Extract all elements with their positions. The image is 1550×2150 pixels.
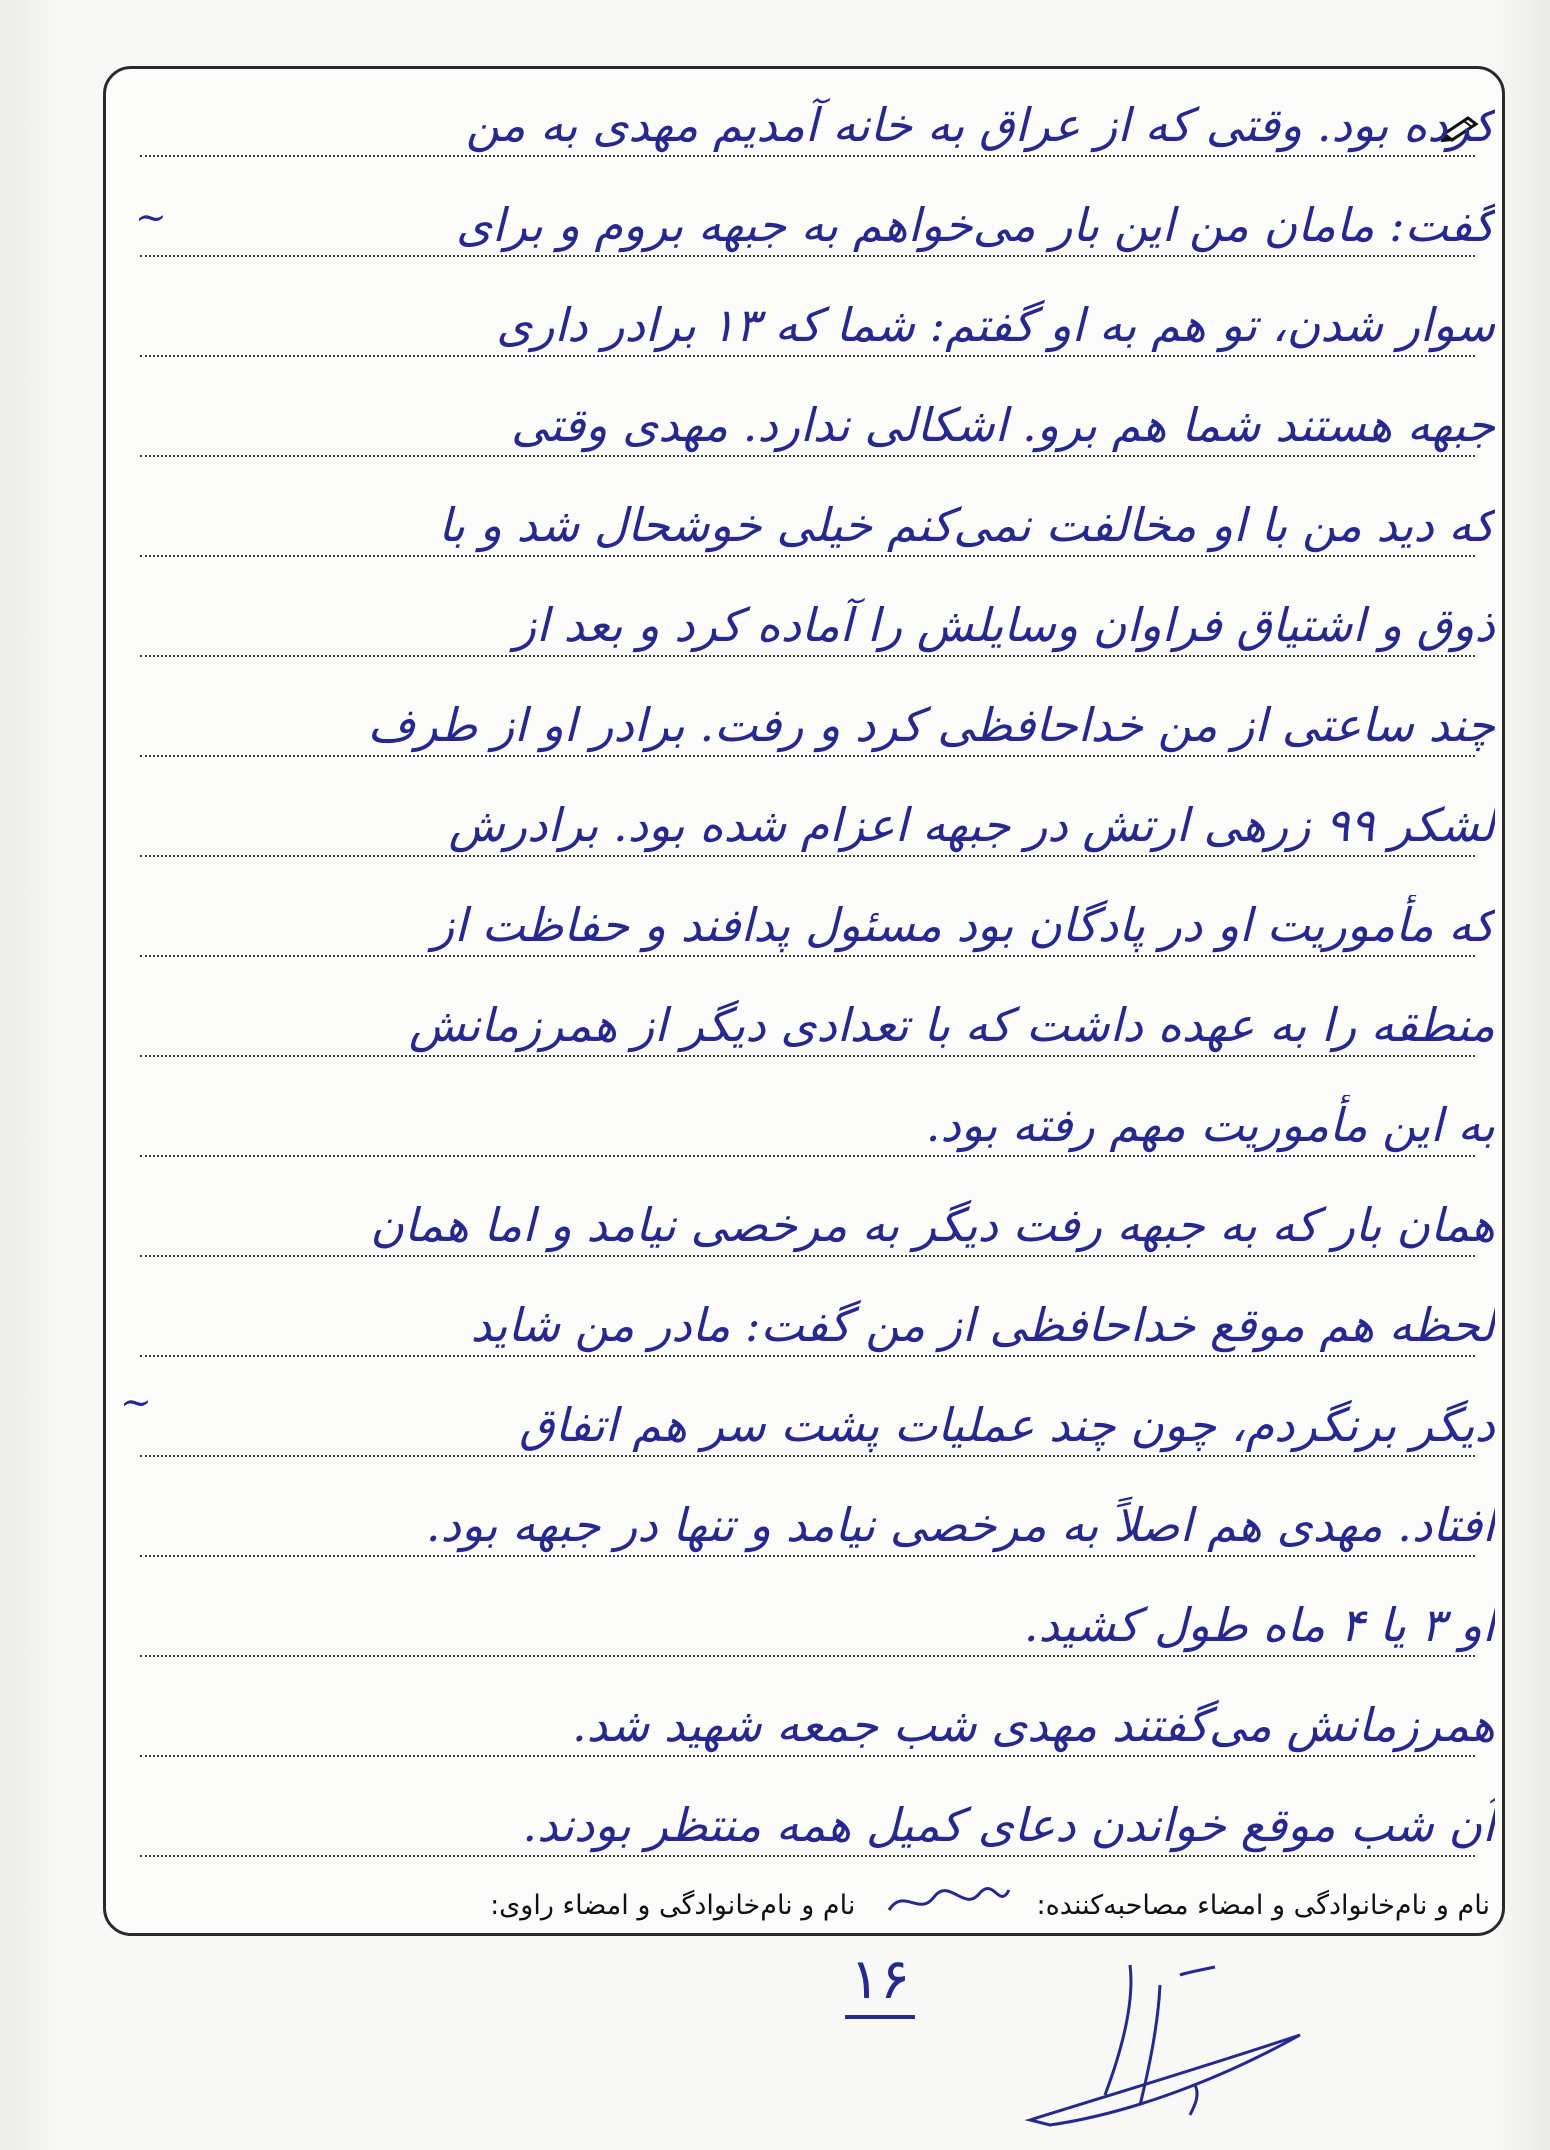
ruled-line [140,155,1475,157]
ruled-line [140,1655,1475,1657]
margin-mark: ~ [135,195,167,239]
page-number: ۱۶ [845,1945,915,2019]
interviewer-signature [864,1882,1014,1929]
handwritten-line: او ۳ یا ۴ ماه طول کشید. [1023,1598,1495,1652]
handwritten-line: دیگر برنگردم، چون چند عملیات پشت سر هم اتفاق [519,1398,1495,1452]
handwritten-line: کرده بود. وقتی که از عراق به خانه آمدیم مهدی به من [465,98,1495,152]
ruled-line [140,655,1475,657]
ruled-line [140,755,1475,757]
handwritten-line: به این مأموریت مهم رفته بود. [925,1098,1495,1152]
ruled-line [140,255,1475,257]
interviewer-label: نام و نام‌خانوادگی و امضاء مصاحبه‌کننده: [1036,1890,1490,1921]
narrator-signature [1010,1945,1310,2145]
handwritten-line: همرزمانش می‌گفتند مهدی شب جمعه شهید شد. [571,1698,1495,1752]
handwritten-line: آن شب موقع خواندن دعای کمیل همه منتظر بودند. [522,1798,1495,1852]
ruled-line [140,455,1475,457]
signature-footer [330,1882,1490,1929]
narrator-label: نام و نام‌خانوادگی و امضاء راوی: [490,1890,856,1921]
ruled-line [140,1855,1475,1857]
ruled-line [140,1455,1475,1457]
ruled-line [140,1155,1475,1157]
ruled-line [140,1355,1475,1357]
ruled-line [140,355,1475,357]
handwritten-line: افتاد. مهدی هم اصلاً به مرخصی نیامد و تنها در جبهه بود. [425,1498,1495,1552]
ruled-line [140,955,1475,957]
ruled-line [140,555,1475,557]
ruled-line [140,855,1475,857]
handwritten-line: جبهه هستند شما هم برو. اشکالی ندارد. مهدی وقتی [511,398,1495,452]
handwritten-line: که دید من با او مخالفت نمی‌کنم خیلی خوشحال شد و با [438,498,1495,552]
handwritten-line: لحظه هم موقع خداحافظی از من گفت: مادر من شاید [470,1298,1495,1352]
handwritten-line: ذوق و اشتیاق فراوان وسایلش را آماده کرد و بعد از [513,598,1495,652]
handwritten-line: منطقه را به عهده داشت که با تعدادی دیگر از همرزمانش [408,998,1495,1052]
handwritten-line: گفت: مامان من این بار می‌خواهم به جبهه بروم و برای [456,198,1495,252]
handwritten-line: سوار شدن، تو هم به او گفتم: شما که ۱۳ برادر داری [496,298,1495,352]
ruled-line [140,1555,1475,1557]
ruled-line [140,1055,1475,1057]
handwritten-line: که مأموریت او در پادگان بود مسئول پدافند و حفاظت از [432,898,1495,952]
margin-mark: ~ [120,1380,152,1424]
ruled-line [140,1255,1475,1257]
handwritten-line: همان بار که به جبهه رفت دیگر به مرخصی نیامد و اما همان [370,1198,1495,1252]
ruled-line [140,1755,1475,1757]
handwritten-line: چند ساعتی از من خداحافظی کرد و رفت. برادر او از طرف [367,698,1495,752]
handwritten-line: لشکر ۹۹ زرهی ارتش در جبهه اعزام شده بود. برادرش [448,798,1495,852]
